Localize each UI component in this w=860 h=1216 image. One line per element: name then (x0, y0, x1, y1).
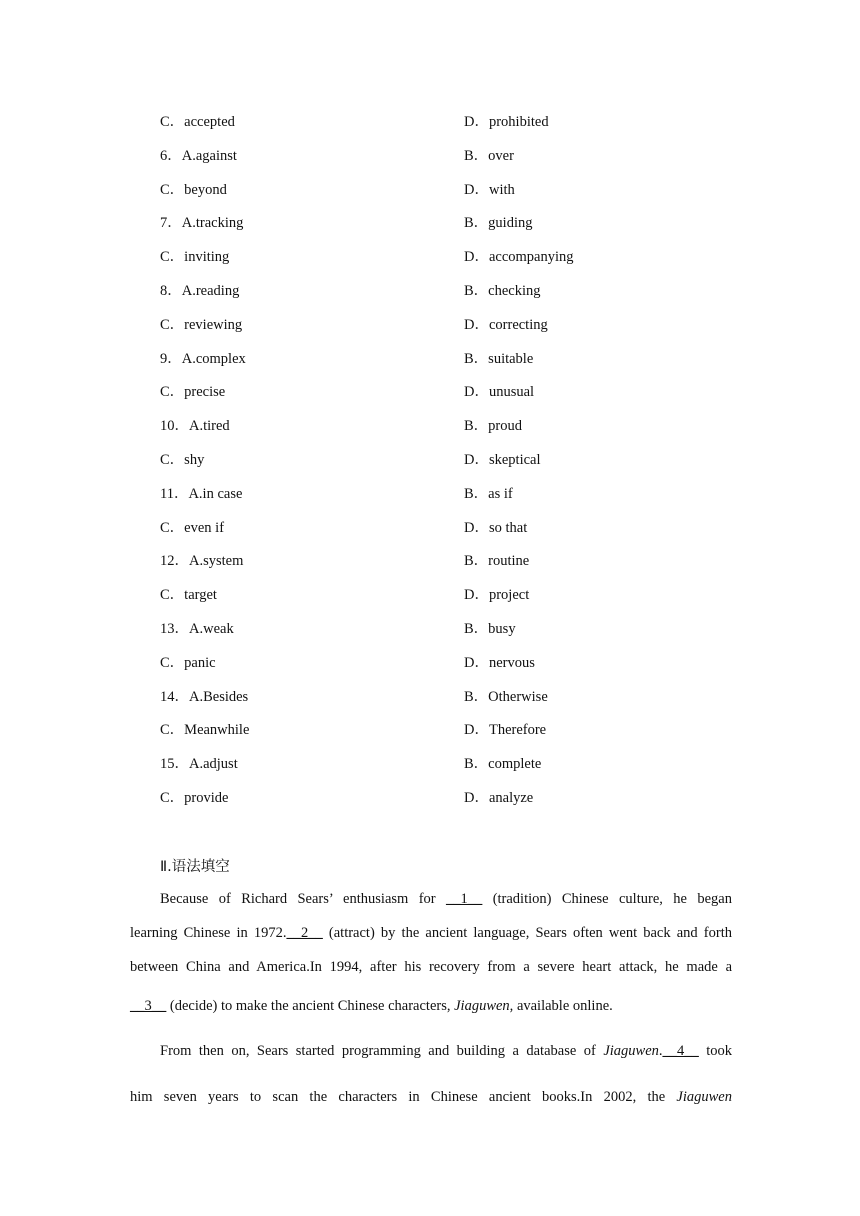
blank-1: __1__ (446, 891, 483, 907)
option-right: D．unusual (464, 384, 535, 400)
option-right: B．guiding (464, 215, 533, 231)
option-left: C．reviewing (160, 317, 243, 333)
passage-text: Because of Richard Sears’ enthusiasm for (160, 891, 436, 907)
passage-text: (attract) by the ancient language, Sears often went back and forth (328, 925, 732, 941)
option-right: D．analyze (464, 790, 534, 806)
passage-text: took (706, 1043, 733, 1059)
option-right: B．complete (464, 756, 542, 772)
option-left: C．accepted (160, 114, 235, 130)
option-right: D．prohibited (464, 114, 549, 130)
option-right: B．proud (464, 418, 522, 434)
option-right: D．Therefore (464, 722, 547, 738)
option-right: D．project (464, 587, 530, 603)
option-right: D．skeptical (464, 452, 541, 468)
passage-text: From then on, Sears started programming and building a database of (160, 1043, 596, 1059)
option-right: D．accompanying (464, 249, 574, 265)
option-left: 13．A.weak (160, 621, 234, 637)
option-right: D．so that (464, 520, 528, 536)
option-left: 14．A.Besides (160, 689, 249, 705)
option-right: B．as if (464, 486, 513, 502)
option-left: C．shy (160, 452, 205, 468)
option-left: 7．A.tracking (160, 215, 244, 231)
option-left: C．target (160, 587, 217, 603)
option-left: C．panic (160, 655, 216, 671)
option-left: 15．A.adjust (160, 756, 238, 772)
blank-3: __3__ (130, 998, 167, 1014)
option-left: 10．A.tired (160, 418, 230, 434)
passage-italic: Jiaguwen (676, 1089, 732, 1105)
passage-text: . (658, 1043, 663, 1059)
passage-italic: Jiaguwen, (454, 998, 514, 1014)
option-right: B．suitable (464, 351, 534, 367)
blank-4: __4__ (662, 1043, 699, 1059)
option-right: B．busy (464, 621, 516, 637)
option-left: 6．A.against (160, 148, 237, 164)
passage-line-4 (130, 997, 732, 1015)
option-left: 8．A.reading (160, 283, 240, 299)
option-left: C．provide (160, 790, 229, 806)
option-right: B．routine (464, 553, 530, 569)
passage-line-5 (130, 1042, 732, 1060)
passage-line-3: between China and America.In 1994, after his recovery from a severe heart attack, he made a (130, 959, 732, 975)
option-left: C．Meanwhile (160, 722, 250, 738)
passage-line-1 (130, 890, 732, 908)
option-right: B．Otherwise (464, 689, 548, 705)
passage-italic: Jiaguwen (603, 1043, 659, 1059)
option-left: C．inviting (160, 249, 230, 265)
option-left: 12．A.system (160, 553, 244, 569)
option-left: 9．A.complex (160, 351, 246, 367)
option-right: D．with (464, 182, 515, 198)
option-right: B．over (464, 148, 514, 164)
option-left: 11．A.in case (160, 486, 243, 502)
passage-text: (decide) to make the ancient Chinese characters, (169, 998, 451, 1014)
passage-text: learning Chinese in 1972. (130, 925, 287, 941)
option-right: B．checking (464, 283, 541, 299)
option-left: C．even if (160, 520, 225, 536)
option-left: C．beyond (160, 182, 227, 198)
passage-line-2 (130, 924, 732, 942)
option-right: D．correcting (464, 317, 548, 333)
passage-text: (tradition) Chinese culture, he began (492, 891, 732, 907)
blank-2: __2__ (286, 925, 323, 941)
passage-text: him seven years to scan the characters in Chinese ancient books.In 2002, the (130, 1089, 666, 1105)
section-heading: Ⅱ.语法填空 (160, 859, 230, 875)
passage-text: available online. (516, 998, 613, 1014)
option-right: D．nervous (464, 655, 535, 671)
option-left: C．precise (160, 384, 226, 400)
passage-line-6 (130, 1088, 732, 1106)
